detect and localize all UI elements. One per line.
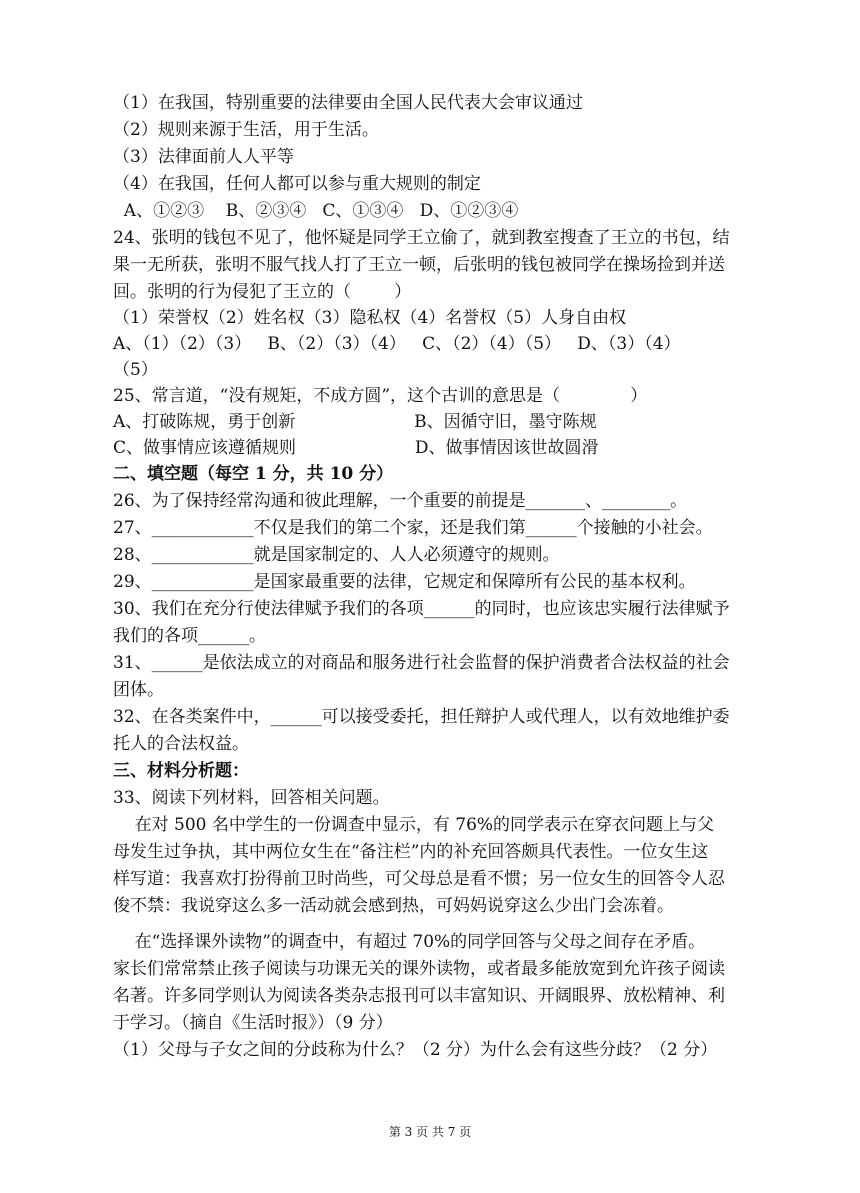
page-footer: 第 3 页 共 7 页 xyxy=(388,1125,472,1139)
question-32-line-2: 托人的合法权益。 xyxy=(113,734,249,754)
material-paragraph-2-line-4: 于学习。（摘自《生活时报》）（9 分） xyxy=(113,1013,393,1033)
option-statement-2: （2）规则来源于生活，用于生活。 xyxy=(113,120,379,140)
question-24-rights-list: （1）荣誉权（2）姓名权（3）隐私权（4）名誉权（5）人身自由权 xyxy=(113,308,627,328)
question-29: 29、____________是国家最重要的法律，它规定和保障所有公民的基本权利。 xyxy=(113,572,696,592)
question-24-line-3: 回。张明的行为侵犯了王立的（ ） xyxy=(113,282,412,302)
question-32-line-1: 32、在各类案件中，______可以接受委托，担任辩护人或代理人，以有效地维护委 xyxy=(113,707,730,727)
option-statement-3: （3）法律面前人人平等 xyxy=(113,147,294,167)
section-heading-analysis: 三、材料分析题： xyxy=(113,761,249,781)
question-30-line-1: 30、我们在充分行使法律赋予我们的各项______的同时，也应该忠实履行法律赋予 xyxy=(113,599,730,619)
section-heading-fill-blank: 二、填空题（每空 1 分，共 10 分） xyxy=(113,464,394,484)
question-27: 27、____________不仅是我们的第二个家，还是我们第______个接触的小社会。 xyxy=(113,518,713,538)
question-31-line-2: 团体。 xyxy=(113,680,164,700)
question-33-sub-1: （1）父母与子女之间的分歧称为什么？（2 分）为什么会有这些分歧？（2 分） xyxy=(113,1040,718,1060)
choice-options-25-cd: C、做事情应该遵循规则 D、做事情因该世故圆滑 xyxy=(113,438,599,458)
choice-options-24: A、（1）（2）（3） B、（2）（3）（4） C、（2）（4）（5） D、（3）（4） xyxy=(113,334,681,354)
material-paragraph-2-line-1: 在“选择课外读物”的调查中，有超过 70%的同学回答与父母之间存在矛盾。 xyxy=(113,932,706,952)
question-33: 33、阅读下列材料，回答相关问题。 xyxy=(113,788,390,808)
question-26: 26、为了保持经常沟通和彼此理解，一个重要的前提是_______、________。 xyxy=(113,491,688,511)
question-24-line-1: 24、张明的钱包不见了，他怀疑是同学王立偷了，就到教室搜查了王立的书包，结 xyxy=(113,228,730,248)
material-paragraph-1-line-4: 俊不禁：我说穿这么多一活动就会感到热，可妈妈说穿这么少出门会冻着。 xyxy=(113,896,674,916)
option-statement-4: （4）在我国，任何人都可以参与重大规则的制定 xyxy=(113,174,481,194)
material-paragraph-2-line-3: 名著。许多同学则认为阅读各类杂志报刊可以丰富知识、开阔眼界、放松精神、利 xyxy=(113,986,725,1006)
question-31-line-1: 31、______是依法成立的对商品和服务进行社会监督的保护消费者合法权益的社会 xyxy=(113,653,730,673)
choice-options-23: A、①②③ B、②③④ C、①③④ D、①②③④ xyxy=(113,201,519,221)
material-paragraph-1-line-1: 在对 500 名中学生的一份调查中显示，有 76%的同学表示在穿衣问题上与父 xyxy=(113,815,715,835)
question-28: 28、____________就是国家制定的、人人必须遵守的规则。 xyxy=(113,545,560,565)
option-statement-1: （1）在我国，特别重要的法律要由全国人民代表大会审议通过 xyxy=(113,93,583,113)
choice-options-25-ab: A、打破陈规，勇于创新 B、因循守旧，墨守陈规 xyxy=(113,412,597,432)
question-30-line-2: 我们的各项______。 xyxy=(113,626,266,646)
question-25: 25、常言道，“没有规矩，不成方圆”，这个古训的意思是（ ） xyxy=(113,386,648,406)
question-24-line-2: 果一无所获，张明不服气找人打了王立一顿，后张明的钱包被同学在操场捡到并送 xyxy=(113,255,725,275)
material-paragraph-1-line-3: 样写道：我喜欢打扮得前卫时尚些，可父母总是看不惯；另一位女生的回答令人忍 xyxy=(113,869,725,889)
choice-options-24-cont: （5） xyxy=(113,360,158,380)
material-paragraph-1-line-2: 母发生过争执，其中两位女生在“备注栏”内的补充回答颇具代表性。一位女生这 xyxy=(113,842,709,862)
material-paragraph-2-line-2: 家长们常常禁止孩子阅读与功课无关的课外读物，或者最多能放宽到允许孩子阅读 xyxy=(113,959,725,979)
